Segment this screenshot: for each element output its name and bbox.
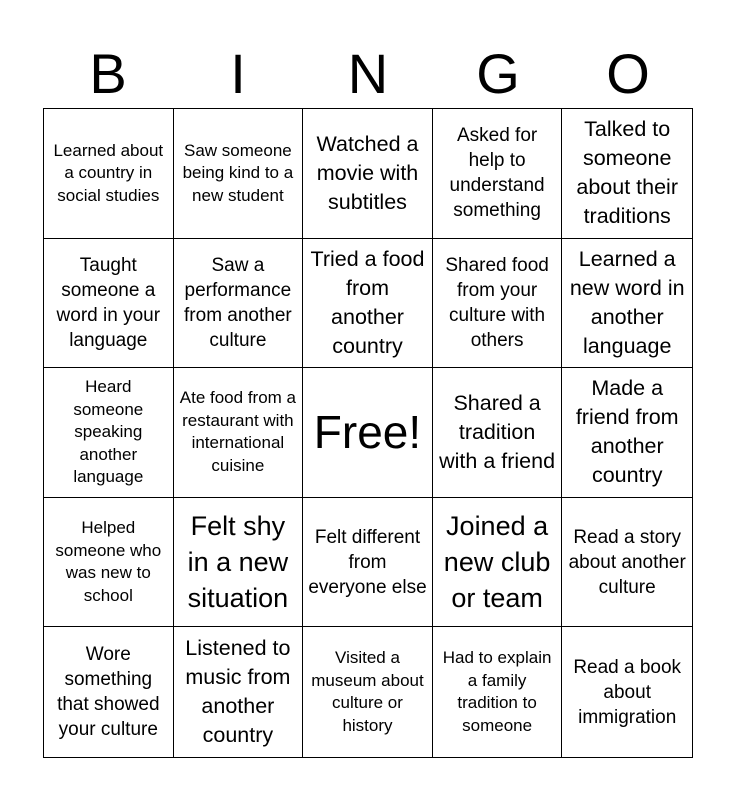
bingo-cell-r4-c2[interactable] [174,498,304,628]
header-letter-n: N [347,42,389,105]
bingo-cell-r3-c1[interactable] [44,368,174,498]
bingo-cell-r2-c2[interactable] [174,239,304,369]
bingo-cell-r2-c1[interactable] [44,239,174,369]
bingo-cell-r5-c3[interactable] [303,627,433,757]
bingo-cell-text: Had to explain a family tradition to someone [442,648,552,735]
bingo-cell-r1-c5[interactable] [562,109,692,239]
bingo-cell-text: Shared food from your culture with others [445,254,549,351]
bingo-cell-r5-c4[interactable] [433,627,563,757]
free-space-text: Free! [313,406,422,459]
bingo-cell-text: Ate food from a restaurant with international cuisine [179,388,296,475]
bingo-cell-text: Learned about a country in social studies [53,140,164,205]
bingo-cell-text: Shared a tradition with a friend [439,390,556,473]
bingo-cell-r5-c1[interactable] [44,627,174,757]
bingo-cell-text: Wore something that showed your culture [57,644,160,741]
bingo-cell-r5-c5[interactable] [562,627,692,757]
bingo-cell-r1-c4[interactable] [433,109,563,239]
bingo-cell-r5-c2[interactable] [174,627,304,757]
header-letter-o: O [606,42,650,105]
bingo-cell-r3-c4[interactable] [433,368,563,498]
bingo-cell-r2-c4[interactable] [433,239,563,369]
bingo-cell-text: Visited a museum about culture or history [311,648,424,735]
bingo-cell-text: Felt shy in a new situation [187,511,289,614]
bingo-cell-r1-c3[interactable] [303,109,433,239]
bingo-cell-text: Watched a movie with subtitles [316,131,419,214]
header-letter-g: G [476,42,520,105]
bingo-cell-text: Taught someone a word in your language [56,254,161,351]
bingo-cell-r1-c2[interactable] [174,109,304,239]
bingo-cell-r2-c5[interactable] [562,239,692,369]
bingo-cell-text: Talked to someone about their traditions [576,117,678,229]
bingo-cell-text: Helped someone who was new to school [55,518,162,605]
bingo-cell-text: Learned a new word in another language [569,246,685,358]
bingo-cell-text: Saw a performance from another culture [184,254,292,351]
bingo-cell-r3-c5[interactable] [562,368,692,498]
header-letter-i: I [230,42,246,105]
bingo-cell-text: Felt different from everyone else [308,526,427,598]
bingo-cell-text: Joined a new club or team [443,511,551,614]
bingo-board [43,108,693,758]
bingo-cell-r1-c1[interactable] [44,109,174,239]
free-space-cell[interactable] [303,368,433,498]
bingo-cell-r4-c4[interactable] [433,498,563,628]
bingo-cell-text: Read a book about immigration [573,656,682,728]
bingo-cell-text: Read a story about another culture [568,526,686,598]
bingo-cell-r4-c1[interactable] [44,498,174,628]
bingo-cell-text: Asked for help to understand something [449,125,545,222]
bingo-cell-r2-c3[interactable] [303,239,433,369]
bingo-cell-r4-c5[interactable] [562,498,692,628]
bingo-cell-r4-c3[interactable] [303,498,433,628]
bingo-header [43,40,693,108]
bingo-cell-r3-c2[interactable] [174,368,304,498]
bingo-cell-text: Listened to music from another country [185,636,291,748]
bingo-cell-text: Tried a food from another country [310,246,425,358]
header-letter-b: B [89,42,127,105]
bingo-cell-text: Made a friend from another country [575,376,679,488]
bingo-cell-text: Saw someone being kind to a new student [182,140,294,205]
bingo-cell-text: Heard someone speaking another language [73,377,144,487]
